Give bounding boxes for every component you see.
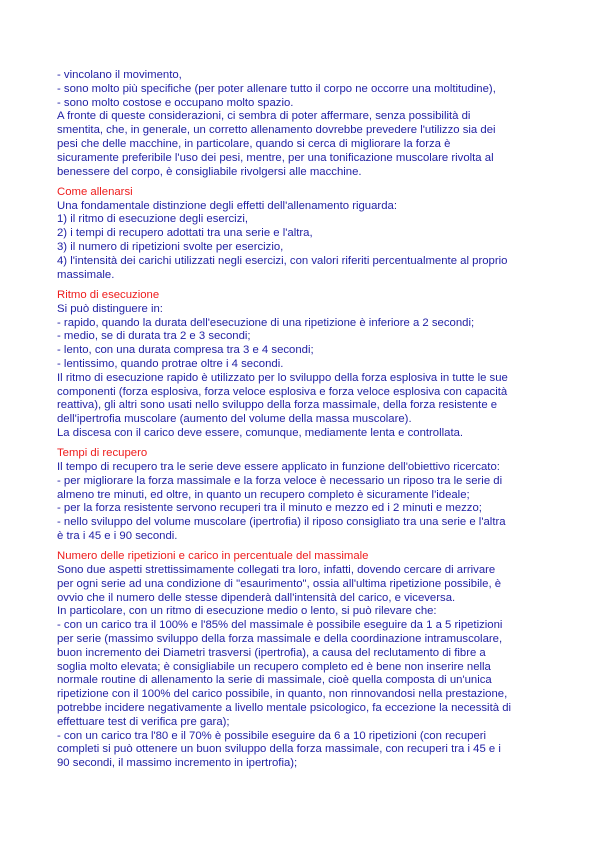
text-line: - sono molto più specifiche (per poter allenare tutto il corpo ne occorre una moltitudine), bbox=[57, 82, 496, 95]
text-line: è tra i 45 e i 90 secondi. bbox=[57, 530, 178, 542]
text-line: sicuramente preferibile l'uso dei pesi, mentre, per una tonificazione muscolare rivolta al bbox=[57, 151, 494, 164]
text-line: - medio, se di durata tra 2 e 3 secondi; bbox=[57, 330, 251, 343]
document-page bbox=[57, 69, 547, 771]
section-numero-ripetizioni bbox=[57, 550, 547, 771]
text-line: Il tempo di recupero tra le serie deve essere applicato in funzione dell'obiettivo ricercato: bbox=[57, 461, 500, 474]
text-line: In particolare, con un ritmo di esecuzione medio o lento, si può rilevare che: bbox=[57, 605, 437, 618]
text-line: - per la forza resistente servono recuperi tra il minuto e mezzo ed i 2 minuti e mezzo; bbox=[57, 502, 482, 515]
text-line: dell'ipertrofia muscolare (aumento del volume della massa muscolare). bbox=[57, 413, 412, 426]
text-line: - lentissimo, quando protrae oltre i 4 secondi. bbox=[57, 357, 284, 370]
text-line: - nello sviluppo del volume muscolare (ipertrofia) il riposo consigliato tra una serie e l'altra bbox=[57, 516, 506, 529]
text-line: ovvio che il numero delle stesse dipenderà dall'intensità del carico, e viceversa. bbox=[57, 591, 456, 604]
text-line: benessere del corpo, è consigliabile rivolgersi alle macchine. bbox=[57, 165, 362, 178]
text-line: - per migliorare la forza massimale e la forza veloce è necessario un riposo tra le serie di bbox=[57, 474, 503, 487]
text-line: massimale. bbox=[57, 268, 115, 281]
section-heading: Tempi di recupero bbox=[57, 447, 148, 460]
text-line: - con un carico tra il 100% e l'85% del massimale è possibile eseguire da 1 a 5 ripetizioni bbox=[57, 619, 503, 632]
text-line: Una fondamentale distinzione degli effetti dell'allenamento riguarda: bbox=[57, 199, 397, 212]
text-line: La discesa con il carico deve essere, comunque, mediamente lenta e controllata. bbox=[57, 426, 464, 439]
text-line: - vincolano il movimento, bbox=[57, 69, 182, 81]
text-line: buon incremento dei Diametri trasversi (ipertrofia), a causa del reclutamento di fibre a bbox=[57, 646, 486, 659]
text-line: Si può distinguere in: bbox=[57, 302, 163, 315]
text-line: per serie (massimo sviluppo della forza massimale e della coordinazione intramuscolare, bbox=[57, 633, 503, 646]
text-line: per ogni serie ad una condizione di "esaurimento", ossia all'ultima ripetizione possibile, è bbox=[57, 577, 502, 590]
text-line: 1) il ritmo di esecuzione degli esercizi, bbox=[57, 213, 249, 226]
section-heading: Ritmo di esecuzione bbox=[57, 288, 160, 301]
section-tempi-di-recupero bbox=[57, 447, 547, 544]
text-line: pesi che delle macchine, in particolare, quando si cerca di migliorare la forza è bbox=[57, 137, 451, 150]
text-line: reattiva), gli altri sono usati nello sviluppo della forza massimale, della forza resistente e bbox=[57, 399, 498, 412]
text-line: componenti (forza esplosiva, forza veloce esplosiva e forza veloce esplosiva con capacità bbox=[57, 385, 508, 398]
text-line: soglia molto elevata; è consigliabile un recupero completo ed è bene non inserire nella bbox=[57, 660, 491, 673]
text-line: - con un carico tra l'80 e il 70% è possibile eseguire da 6 a 10 ripetizioni (con recuperi bbox=[57, 729, 487, 742]
section-ritmo-di-esecuzione bbox=[57, 289, 547, 441]
text-line: - sono molto costose e occupano molto spazio. bbox=[57, 96, 294, 109]
section-come-allenarsi bbox=[57, 186, 547, 283]
text-line: ripetizione con il 100% del carico possibile, in quanto, non rinnovandosi nella prestazione, bbox=[57, 688, 508, 701]
intro-paragraph bbox=[57, 69, 547, 179]
section-heading: Come allenarsi bbox=[57, 185, 133, 198]
text-line: 90 secondi, il massimo incremento in ipertrofia); bbox=[57, 757, 298, 770]
text-line: 2) i tempi di recupero adottati tra una serie e l'altra, bbox=[57, 227, 313, 240]
text-line: almeno tre minuti, ed oltre, in quanto un recupero completo è sicuramente l'ideale; bbox=[57, 488, 470, 501]
text-line: 3) il numero di ripetizioni svolte per esercizio, bbox=[57, 241, 284, 254]
text-line: A fronte di queste considerazioni, ci sembra di poter affermare, senza possibilità di bbox=[57, 110, 471, 123]
text-line: completi si può ottenere un buon sviluppo della forza massimale, con recuperi tra i 45 e i bbox=[57, 743, 501, 756]
section-heading: Numero delle ripetizioni e carico in percentuale del massimale bbox=[57, 550, 369, 563]
text-line: smentita, che, in generale, un corretto allenamento dovrebbe prevedere l'utilizzo sia dei bbox=[57, 124, 496, 137]
text-line: - rapido, quando la durata dell'esecuzione di una ripetizione è inferiore a 2 secondi; bbox=[57, 316, 475, 329]
text-line: Sono due aspetti strettissimamente collegati tra loro, infatti, dovendo cercare di arrivare bbox=[57, 564, 496, 577]
text-line: - lento, con una durata compresa tra 3 e 4 secondi; bbox=[57, 344, 314, 357]
text-line: normale routine di allenamento la serie di massimale, cioè quella composta di un'unica bbox=[57, 674, 492, 687]
text-line: effettuare test di verifica pre gara); bbox=[57, 715, 230, 728]
text-line: 4) l'intensità dei carichi utilizzati negli esercizi, con valori riferiti percentualmente al proprio bbox=[57, 254, 508, 267]
text-line: Il ritmo di esecuzione rapido è utilizzato per lo sviluppo della forza esplosiva in tutte le sue bbox=[57, 371, 508, 384]
text-line: potrebbe incidere negativamente a livello mentale psicologico, fa eccezione la necessità di bbox=[57, 702, 512, 715]
